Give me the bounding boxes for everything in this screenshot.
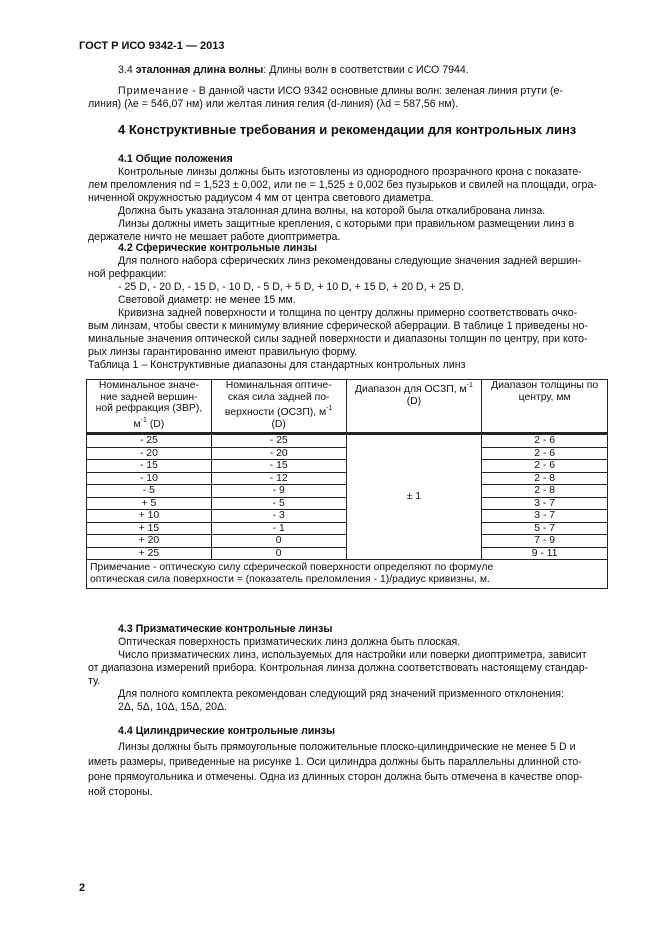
table-note-row — [87, 560, 608, 589]
paragraph-line: иметь размеры, приведенные на рисунке 1. Оси цилиндра должны быть параллельны длинной сто- — [88, 756, 582, 768]
note-3-4-line2: линия) (λe = 546,07 нм) или желтая линия гелия (d-линия) (λd = 587,56 нм). — [88, 98, 459, 110]
table-1 — [86, 379, 608, 589]
table-header-row — [87, 380, 608, 434]
paragraph-line: Световой диаметр: не менее 15 мм. — [118, 294, 296, 306]
paragraph-line: Должна быть указана эталонная длина волны, на которой была откалибрована линза. — [118, 205, 546, 217]
paragraph-line: Линзы должны быть прямоугольные положительные плоско-цилиндрические не менее 5 D и — [118, 741, 576, 753]
paragraph-line: 2Δ, 5Δ, 10Δ, 15Δ, 20Δ. — [118, 701, 228, 713]
paragraph-line: от диапазона измерений прибора. Контрольная линза должна соответствовать настоящему стандар- — [88, 662, 589, 674]
paragraph-line: Для полного набора сферических линз рекомендованы следующие значения задней вершин- — [118, 255, 582, 267]
table-row: + 25 0 9 - 11 — [87, 547, 608, 560]
table-row: + 20 0 7 - 9 — [87, 535, 608, 548]
section-4-4-title: 4.4 Цилиндрические контрольные линзы — [118, 725, 336, 737]
term-3-4 — [118, 64, 469, 76]
paragraph-line: ту. — [88, 675, 101, 687]
document-header: ГОСТ Р ИСО 9342-1 — 2013 — [79, 40, 225, 52]
paragraph-line: ной рефракции: — [88, 268, 167, 280]
paragraph-line: Кривизна задней поверхности и толщина по центру должны примерно соответствовать очко- — [118, 307, 578, 319]
paragraph-line: Линзы должны иметь защитные крепления, с которыми при правильном размещении линз в — [118, 218, 575, 230]
section-4-2-title: 4.2 Сферические контрольные линзы — [118, 242, 318, 254]
paragraph-line: ниченной окружностью радиусом 4 мм от центра светового диаметра. — [88, 192, 434, 204]
paragraph-line: роне прямоугольника и отмечены. Одна из длинных сторон должна быть отмечена в качестве опор- — [88, 771, 583, 783]
paragraph-line: ной стороны. — [88, 786, 153, 798]
paragraph-line: Число призматических линз, используемых для настройки или поверки диоптриметра, зависит — [118, 649, 587, 661]
range-cell: ± 1 — [346, 434, 482, 560]
table-row: - 25 - 25 ± 1 2 - 6 — [87, 434, 608, 448]
page-number: 2 — [79, 882, 86, 894]
note-label: Примечание — [118, 85, 190, 97]
table-row: - 10 - 12 2 - 8 — [87, 472, 608, 485]
paragraph-line: Для полного комплекта рекомендован следующий ряд значений призменного отклонения: — [118, 688, 564, 700]
paragraph-line: Контрольные линзы должны быть изготовлены из однородного прозрачного крона с показате- — [118, 166, 582, 178]
term-title: эталонная длина волны — [135, 64, 264, 76]
paragraph-line: вым линзам, чтобы свести к минимуму влияние сферической аберрации. В таблице 1 приведены но- — [88, 320, 588, 332]
section-4-3-title: 4.3 Призматические контрольные линзы — [118, 623, 333, 635]
col-header-bvp: Номинальное значе- ние задней вершин- ной рефракция (ЗВР), $м^{-1}$ (D) — [87, 380, 212, 434]
col-header-range: Диапазон для ОСЗП, $м^{-1}$ (D) — [346, 380, 482, 434]
table-row: + 15 - 1 5 - 7 — [87, 522, 608, 535]
note-3-4-line1: Примечание - В данной части ИСО 9342 основные длины волн: зеленая линия ртути (e- — [118, 85, 563, 97]
col-header-bsp: Номинальная оптиче- ская сила задней по- верхности (ОСЗП), $м^{-1}$ (D) — [211, 380, 346, 434]
paragraph-line: рых линзы гарантированно имеют правильную форму. — [88, 346, 358, 358]
table-row: + 5 - 5 3 - 7 — [87, 497, 608, 510]
paragraph-line: - 25 D, - 20 D, - 15 D, - 10 D, - 5 D, + 5 D, + 10 D, + 15 D, + 20 D, + 25 D. — [118, 281, 464, 293]
table-caption: Таблица 1 – Конструктивные диапазоны для стандартных контрольных линз — [88, 359, 466, 371]
section-4-1-title: 4.1 Общие положения — [118, 153, 233, 165]
col-header-thickness: Диапазон толщины по центру, мм — [482, 380, 608, 434]
table-row: - 15 - 15 2 - 6 — [87, 460, 608, 473]
table-note: Примечание - оптическую силу сферической поверхности определяют по формуле оптическая сила поверхности = (показатель преломления - 1)/радиус кривизны, м. — [87, 560, 608, 589]
table-row: + 10 - 3 3 - 7 — [87, 510, 608, 523]
paragraph-line: минальные значения оптической силы задней поверхности и диапазоны толщин по центру, при кото- — [88, 333, 588, 345]
table-row: - 5 - 9 2 - 8 — [87, 485, 608, 498]
paragraph-line: лем преломления nd = 1,523 ± 0,002, или ne = 1,525 ± 0,002 без пузырьков и свилей на площади, огра- — [88, 179, 597, 191]
paragraph-line: держателе ничто не мешает работе диоптриметра. — [88, 231, 341, 243]
table-row: - 20 - 20 2 - 6 — [87, 447, 608, 460]
term-number: 3.4 — [118, 64, 133, 76]
section-4-title: 4 Конструктивные требования и рекомендации для контрольных линз — [118, 122, 577, 137]
paragraph-line: Оптическая поверхность призматических линз должна быть плоская. — [118, 636, 461, 648]
term-definition: : Длины волн в соответствии с ИСО 7944. — [263, 64, 469, 76]
